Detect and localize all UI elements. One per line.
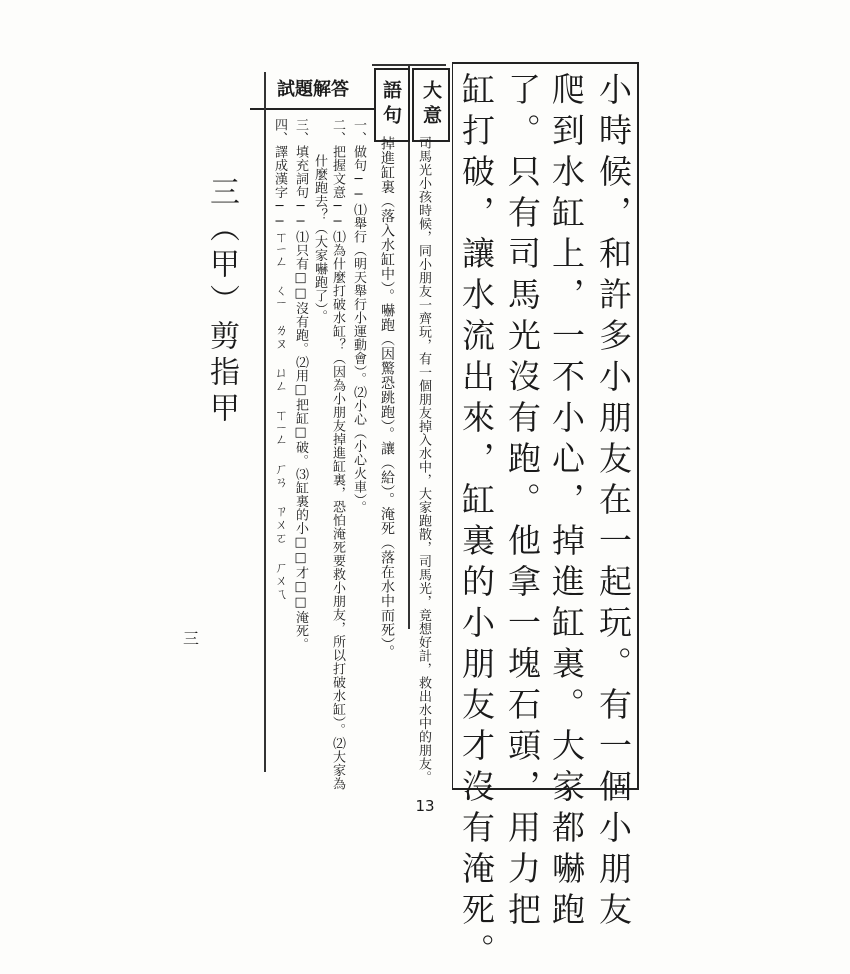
next-lesson-title: 三（甲）剪指甲 (204, 176, 239, 428)
exercise-left-rule (264, 72, 266, 772)
story-column-1: 小時候，和許多小朋友在一起玩。有一個小朋友 (594, 72, 633, 933)
phrases-label: 語句 (374, 68, 410, 142)
page-number: 13 (415, 797, 435, 815)
exercise-item-2-cont: 什麼跑去？（大家嚇跑了）。 (312, 154, 327, 323)
panel-divider (408, 64, 410, 629)
summary-text: 司馬光小孩時候，同小朋友一齊玩，有一個朋友掉入水中，大家跑散，司馬光，竟想好計，救出水中的朋友。 (416, 136, 431, 784)
exercise-item-2: 二、把握文意──⑴為什麼打破水缸？（因為小朋友掉進缸裏，恐怕淹死要救小朋友，所以打破水缸）。⑵大家為 (330, 118, 345, 791)
summary-label: 大意 (412, 68, 450, 142)
exercise-item-4: 四、譯成漢字──ㄒㄧㄥ ㄑㄧ ㄌㄡ ㄩㄥ ㄒㄧㄥ ㄏㄢ ㄗㄨㄛ ㄏㄨㄟ (272, 118, 287, 601)
exercise-title: 試題解答 (250, 72, 376, 110)
phrases-text: 掉進缸裏（落入水缸中）。嚇跑（因驚恐跳跑）。讓（給）。淹死（落在水中而死）。 (379, 136, 395, 659)
story-column-2: 爬到水缸上，一不小心，掉進缸裏。大家都嚇跑 (547, 72, 586, 933)
exercise-item-1: 一、做句──⑴舉行（明天舉行小運動會）。⑵小心（小心火車）。 (351, 118, 366, 514)
story-column-3: 了。只有司馬光沒有跑。他拿一塊石頭，用力把 (503, 72, 542, 933)
story-column-4: 缸打破，讓水流出來，缸裏的小朋友才沒有淹死。 (457, 72, 496, 974)
exercise-item-3: 三、填充詞句──⑴只有□□沒有跑。⑵用□把缸□破。⑶缸裏的小□□才□□淹死。 (293, 118, 308, 651)
side-mark: 三 (183, 629, 200, 648)
